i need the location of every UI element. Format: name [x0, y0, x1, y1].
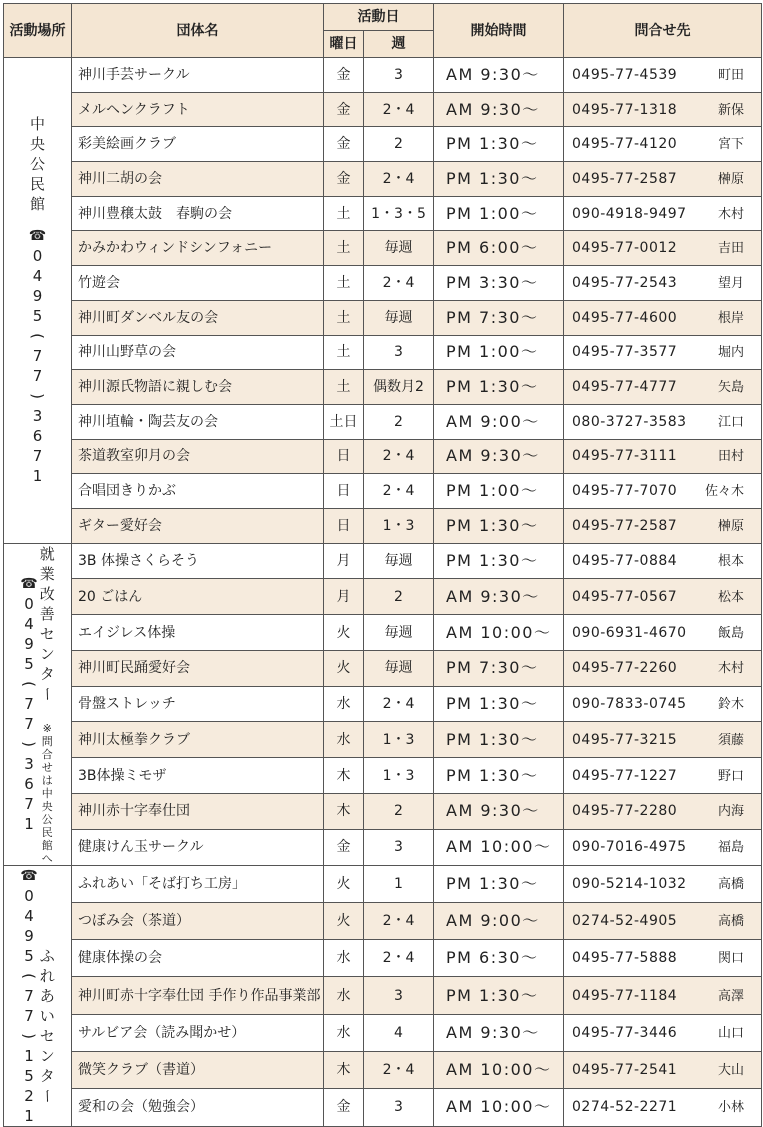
- weekday: 土: [324, 300, 364, 335]
- contact: [564, 902, 762, 939]
- table-row: [4, 758, 762, 794]
- table-row: [4, 335, 762, 370]
- week: 偶数月2: [364, 370, 434, 405]
- table-row: [4, 162, 762, 197]
- contact-person: 根本: [717, 554, 744, 569]
- contact-phone: 0495-77-4777: [572, 379, 678, 396]
- contact: [564, 579, 762, 615]
- contact-phone: 0274-52-2271: [572, 1099, 678, 1116]
- contact-phone: 0495-77-3446: [572, 1024, 678, 1041]
- table-row: [4, 300, 762, 335]
- contact: [564, 300, 762, 335]
- contact-phone: 0274-52-4905: [572, 913, 678, 930]
- start-time: AM 10:00～: [434, 615, 564, 651]
- table-row: [4, 127, 762, 162]
- contact-phone: 0495-77-0012: [572, 240, 678, 257]
- table-row: [4, 474, 762, 509]
- start-time: PM 6:00～: [434, 231, 564, 266]
- contact-person: 高澤: [717, 988, 744, 1004]
- contact-person: 望月: [717, 275, 744, 291]
- table-row: [4, 1052, 762, 1089]
- weekday: 木: [324, 758, 364, 794]
- table-row: [4, 650, 762, 686]
- week: 3: [364, 829, 434, 865]
- table-body: [4, 58, 762, 1127]
- weekday: 水: [324, 686, 364, 722]
- contact-phone: 0495-77-1184: [572, 987, 678, 1004]
- start-time: AM 9:00～: [434, 902, 564, 939]
- location-name-stack: [40, 946, 55, 1106]
- week: 2・4: [364, 940, 434, 977]
- contact: [564, 335, 762, 370]
- group-name: 神川赤十字奉仕団: [72, 793, 324, 829]
- contact-phone: 0495-77-0884: [572, 553, 678, 569]
- contact-phone: 0495-77-4600: [572, 309, 678, 326]
- contact: [564, 829, 762, 865]
- location-label: [4, 114, 71, 486]
- location-label: [4, 866, 71, 1126]
- week: 1・3: [364, 722, 434, 758]
- activity-table: [3, 3, 762, 1127]
- header-location: 活動場所: [4, 4, 72, 58]
- weekday: 土: [324, 196, 364, 231]
- location-cell: [4, 865, 72, 1126]
- start-time: PM 7:30～: [434, 650, 564, 686]
- group-name: 合唱団きりかぶ: [72, 474, 324, 509]
- contact-phone: 0495-77-4120: [572, 136, 678, 153]
- contact: [564, 543, 762, 579]
- group-name: 神川太極拳クラブ: [72, 722, 324, 758]
- table-row: [4, 579, 762, 615]
- table-row: [4, 231, 762, 266]
- contact-phone: 0495-77-3577: [572, 344, 678, 361]
- telephone-icon: ☎: [20, 867, 38, 884]
- table-row: [4, 793, 762, 829]
- contact-person: 堀内: [717, 345, 744, 361]
- group-name: 愛和の会（勉強会）: [72, 1089, 324, 1126]
- week: 3: [364, 1089, 434, 1126]
- start-time: AM 10:00～: [434, 1052, 564, 1089]
- table-row: [4, 722, 762, 758]
- group-name: 健康けん玉サークル: [72, 829, 324, 865]
- start-time: PM 1:30～: [434, 722, 564, 758]
- start-time: AM 10:00～: [434, 1089, 564, 1126]
- contact: [564, 940, 762, 977]
- week: 2・4: [364, 902, 434, 939]
- contact-person: 内海: [717, 804, 744, 820]
- contact: [564, 439, 762, 474]
- weekday: 水: [324, 977, 364, 1014]
- contact: [564, 266, 762, 301]
- contact: [564, 508, 762, 543]
- table-row: [4, 508, 762, 543]
- contact-phone: 0495-77-2260: [572, 660, 678, 677]
- table-row: [4, 1014, 762, 1051]
- contact-phone: 090-7016-4975: [572, 839, 687, 856]
- contact-person: 木村: [717, 661, 744, 677]
- weekday: 金: [324, 92, 364, 127]
- week: 3: [364, 977, 434, 1014]
- table-row: [4, 977, 762, 1014]
- contact-person: 榊原: [717, 518, 744, 534]
- contact: [564, 1089, 762, 1126]
- contact: [564, 793, 762, 829]
- table-row: [4, 92, 762, 127]
- weekday: 木: [324, 1052, 364, 1089]
- table-row: [4, 543, 762, 579]
- start-time: AM 9:30～: [434, 92, 564, 127]
- contact-phone: 0495-77-1318: [572, 101, 678, 118]
- week: 2・4: [364, 686, 434, 722]
- group-name: 彩美絵画クラブ: [72, 127, 324, 162]
- weekday: 金: [324, 162, 364, 197]
- contact: [564, 686, 762, 722]
- contact: [564, 1052, 762, 1089]
- contact-person: 吉田: [717, 241, 744, 257]
- header-start-time: 開始時間: [434, 4, 564, 58]
- group-name: サルビア会（読み聞かせ）: [72, 1014, 324, 1051]
- table-row: [4, 940, 762, 977]
- contact-person: 木村: [717, 206, 744, 222]
- start-time: PM 1:00～: [434, 335, 564, 370]
- weekday: 火: [324, 650, 364, 686]
- location-cell: [4, 58, 72, 544]
- start-time: AM 9:30～: [434, 439, 564, 474]
- location-phone-column: [20, 574, 37, 834]
- start-time: PM 1:30～: [434, 127, 564, 162]
- contact-phone: 0495-77-2587: [572, 170, 678, 187]
- weekday: 土: [324, 335, 364, 370]
- group-name: かみかわウィンドシンフォニー: [72, 231, 324, 266]
- start-time: PM 7:30～: [434, 300, 564, 335]
- location-cell: [4, 543, 72, 865]
- contact-phone: 0495-77-2543: [572, 274, 678, 291]
- start-time: PM 1:30～: [434, 162, 564, 197]
- contact: [564, 92, 762, 127]
- contact-phone: 0495-77-1227: [572, 767, 678, 784]
- weekday: 土: [324, 370, 364, 405]
- contact-person: 町田: [717, 67, 744, 83]
- contact-person: 須藤: [717, 732, 744, 748]
- start-time: PM 1:00～: [434, 196, 564, 231]
- weekday: 金: [324, 829, 364, 865]
- contact-person: 野口: [717, 768, 744, 784]
- group-name: 神川源氏物語に親しむ会: [72, 370, 324, 405]
- start-time: AM 9:30～: [434, 793, 564, 829]
- contact: [564, 615, 762, 651]
- contact-person: 田村: [717, 449, 744, 465]
- table-row: [4, 439, 762, 474]
- contact-phone: 0495-77-3215: [572, 731, 678, 748]
- contact: [564, 127, 762, 162]
- table-row: [4, 615, 762, 651]
- location-phone: 0 4 9 5 ( 7 7 ) 1 5 2 1: [19, 886, 38, 1125]
- week: 3: [364, 335, 434, 370]
- weekday: 土: [324, 266, 364, 301]
- start-time: PM 1:30～: [434, 977, 564, 1014]
- group-name: エイジレス体操: [72, 615, 324, 651]
- contact: [564, 977, 762, 1014]
- contact-person: 鈴木: [717, 697, 744, 713]
- start-time: AM 9:30～: [434, 58, 564, 93]
- contact: [564, 370, 762, 405]
- table-row: [4, 829, 762, 865]
- group-name: 神川豊穣太鼓 春駒の会: [72, 196, 324, 231]
- header-contact: 問合せ先: [564, 4, 762, 58]
- start-time: PM 1:30～: [434, 758, 564, 794]
- contact-person: 宮下: [717, 137, 744, 153]
- location-phone: 0 4 9 5 ( 7 7 ) 3 6 7 1: [28, 247, 47, 486]
- weekday: 日: [324, 508, 364, 543]
- weekday: 金: [324, 1089, 364, 1126]
- weekday: 金: [324, 127, 364, 162]
- group-name: 20 ごはん: [72, 579, 324, 615]
- contact-phone: 0495-77-0567: [572, 588, 678, 605]
- week: 2・4: [364, 162, 434, 197]
- location-name-stack: [40, 544, 55, 865]
- week: 毎週: [364, 231, 434, 266]
- contact-person: 小林: [717, 1100, 744, 1116]
- group-name: 健康体操の会: [72, 940, 324, 977]
- start-time: PM 1:30～: [434, 686, 564, 722]
- location-phone-column: [29, 226, 46, 486]
- contact-phone: 0495-77-3111: [572, 448, 678, 465]
- contact-phone: 090-4918-9497: [572, 205, 687, 222]
- table-row: [4, 370, 762, 405]
- week: 2・4: [364, 266, 434, 301]
- group-name: 竹遊会: [72, 266, 324, 301]
- week: 毎週: [364, 543, 434, 579]
- table-row: [4, 686, 762, 722]
- table-row: [4, 196, 762, 231]
- location-label: [4, 544, 71, 865]
- contact: [564, 58, 762, 93]
- week: 毎週: [364, 615, 434, 651]
- contact-person: 榊原: [717, 171, 744, 187]
- location-note: ※ 問 合 せ は 中 央 公 民 館 へ: [41, 721, 53, 865]
- group-name: 神川町ダンベル友の会: [72, 300, 324, 335]
- header-group: 団体名: [72, 4, 324, 58]
- start-time: AM 9:30～: [434, 579, 564, 615]
- week: 2・4: [364, 92, 434, 127]
- contact-person: 山口: [717, 1025, 744, 1041]
- week: 毎週: [364, 650, 434, 686]
- start-time: PM 1:30～: [434, 370, 564, 405]
- weekday: 月: [324, 579, 364, 615]
- start-time: PM 1:00～: [434, 474, 564, 509]
- start-time: AM 9:30～: [434, 1014, 564, 1051]
- group-name: つぼみ会（茶道）: [72, 902, 324, 939]
- table-row: [4, 902, 762, 939]
- location-name: 就 業 改 善 セ ン タ ー: [38, 544, 57, 702]
- contact-person: 高橋: [717, 876, 744, 892]
- group-name: 茶道教室卯月の会: [72, 439, 324, 474]
- telephone-icon: ☎: [28, 228, 47, 245]
- group-name: 神川埴輪・陶芸友の会: [72, 404, 324, 439]
- week: 1: [364, 865, 434, 902]
- contact-phone: 0495-77-4539: [572, 66, 678, 83]
- contact-person: 矢島: [717, 380, 744, 396]
- week: 1・3: [364, 508, 434, 543]
- weekday: 土: [324, 231, 364, 266]
- contact-phone: 090-7833-0745: [572, 696, 687, 713]
- start-time: PM 6:30～: [434, 940, 564, 977]
- contact-person: 飯島: [717, 625, 744, 641]
- week: 2: [364, 127, 434, 162]
- contact-phone: 0495-77-2280: [572, 803, 678, 820]
- group-name: ギター愛好会: [72, 508, 324, 543]
- contact: [564, 162, 762, 197]
- contact: [564, 1014, 762, 1051]
- location-name: 中 央 公 民 館: [29, 115, 45, 214]
- week: 2: [364, 579, 434, 615]
- group-name: 神川町民踊愛好会: [72, 650, 324, 686]
- contact-phone: 0495-77-7070: [572, 483, 678, 500]
- start-time: AM 10:00～: [434, 829, 564, 865]
- group-name: 3B 体操さくらそう: [72, 543, 324, 579]
- group-name: 神川手芸サークル: [72, 58, 324, 93]
- start-time: PM 1:30～: [434, 543, 564, 579]
- table-row: [4, 266, 762, 301]
- contact-phone: 090-5214-1032: [572, 875, 687, 892]
- location-name: ふ れ あ い セ ン タ ー: [38, 946, 57, 1104]
- group-name: 骨盤ストレッチ: [72, 686, 324, 722]
- contact-person: 江口: [717, 414, 744, 430]
- group-name: メルヘンクラフト: [72, 92, 324, 127]
- contact: [564, 404, 762, 439]
- telephone-icon: ☎: [20, 576, 38, 593]
- table-row: [4, 404, 762, 439]
- contact-phone: 0495-77-2587: [572, 517, 678, 534]
- week: 3: [364, 58, 434, 93]
- contact-person: 福島: [717, 840, 744, 856]
- group-name: 3B体操ミモザ: [72, 758, 324, 794]
- group-name: ふれあい「そば打ち工房」: [72, 865, 324, 902]
- weekday: 水: [324, 1014, 364, 1051]
- contact: [564, 231, 762, 266]
- group-name: 神川町赤十字奉仕団 手作り作品事業部: [72, 977, 324, 1014]
- start-time: PM 1:30～: [434, 865, 564, 902]
- contact-person: 根岸: [717, 310, 744, 326]
- week: 2・4: [364, 1052, 434, 1089]
- contact-person: 大山: [717, 1063, 744, 1079]
- weekday: 火: [324, 615, 364, 651]
- contact-person: 松本: [717, 589, 744, 605]
- contact: [564, 196, 762, 231]
- weekday: 木: [324, 793, 364, 829]
- contact: [564, 865, 762, 902]
- header-weekday: 曜日: [324, 31, 364, 58]
- header-activity-day: 活動日: [324, 4, 434, 31]
- start-time: AM 9:00～: [434, 404, 564, 439]
- table-row: [4, 1089, 762, 1126]
- week: 2・4: [364, 474, 434, 509]
- group-name: 神川二胡の会: [72, 162, 324, 197]
- contact-person: 関口: [717, 951, 744, 967]
- contact-person: 佐々木: [704, 484, 744, 500]
- weekday: 火: [324, 902, 364, 939]
- contact-phone: 090-6931-4670: [572, 624, 687, 641]
- header-week: 週: [364, 31, 434, 58]
- week: 2: [364, 404, 434, 439]
- week: 1・3・5: [364, 196, 434, 231]
- location-phone-column: [20, 866, 37, 1126]
- weekday: 日: [324, 439, 364, 474]
- week: 毎週: [364, 300, 434, 335]
- weekday: 火: [324, 865, 364, 902]
- table-row: [4, 865, 762, 902]
- weekday: 土日: [324, 404, 364, 439]
- weekday: 金: [324, 58, 364, 93]
- group-name: 微笑クラブ（書道）: [72, 1052, 324, 1089]
- week: 2・4: [364, 439, 434, 474]
- contact: [564, 758, 762, 794]
- contact: [564, 722, 762, 758]
- start-time: PM 3:30～: [434, 266, 564, 301]
- contact-phone: 080-3727-3583: [572, 413, 687, 430]
- week: 2: [364, 793, 434, 829]
- location-stack: [29, 114, 46, 486]
- start-time: PM 1:30～: [434, 508, 564, 543]
- weekday: 水: [324, 940, 364, 977]
- table-row: [4, 58, 762, 93]
- group-name: 神川山野草の会: [72, 335, 324, 370]
- contact-phone: 0495-77-2541: [572, 1062, 678, 1079]
- week: 4: [364, 1014, 434, 1051]
- weekday: 水: [324, 722, 364, 758]
- contact: [564, 474, 762, 509]
- weekday: 日: [324, 474, 364, 509]
- weekday: 月: [324, 543, 364, 579]
- location-phone: 0 4 9 5 ( 7 7 ) 3 6 7 1: [19, 595, 38, 834]
- week: 1・3: [364, 758, 434, 794]
- contact-person: 高橋: [717, 914, 744, 930]
- contact-phone: 0495-77-5888: [572, 950, 678, 967]
- contact-person: 新保: [717, 102, 744, 118]
- contact: [564, 650, 762, 686]
